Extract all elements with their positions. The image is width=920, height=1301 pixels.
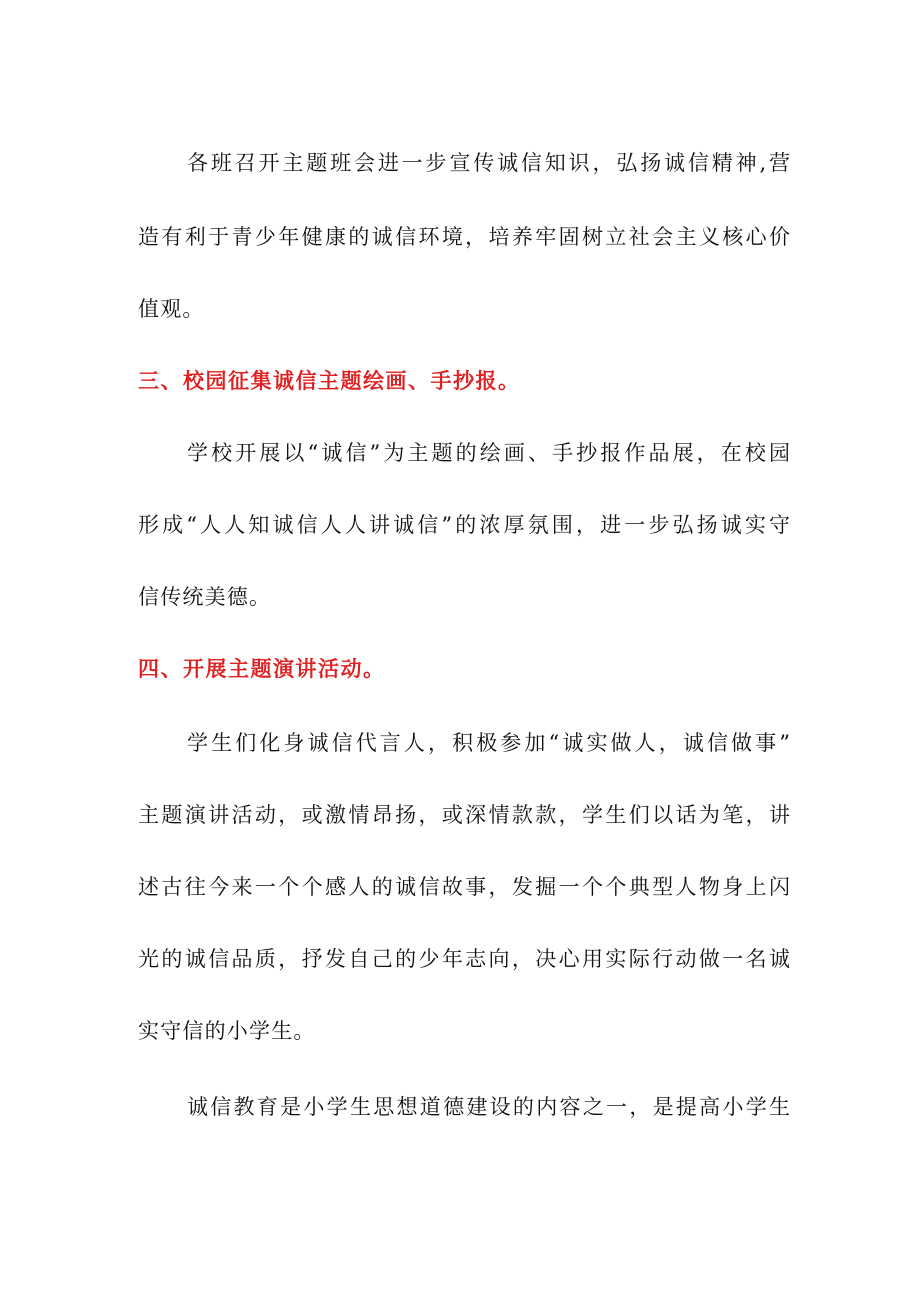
paragraph-2-line-2: 形成“人人知诚信人人讲诚信”的浓厚氛围，进一步弘扬诚实守 [138, 513, 790, 537]
paragraph-3-line-3: 述古往今来一个个感人的诚信故事，发掘一个个典型人物身上闪 [138, 875, 790, 899]
paragraph-3-line-2: 主题演讲活动，或激情昂扬，或深情款款，学生们以话为笔，讲 [138, 803, 790, 827]
section-heading-3: 三、校园征集诚信主题绘画、手抄报。 [138, 369, 521, 393]
paragraph-2-line-1: 学校开展以“诚信”为主题的绘画、手抄报作品展，在校园 [187, 441, 790, 465]
section-heading-4: 四、开展主题演讲活动。 [138, 657, 386, 681]
paragraph-4-line-1: 诚信教育是小学生思想道德建设的内容之一，是提高小学生 [187, 1095, 790, 1119]
paragraph-1-line-1: 各班召开主题班会进一步宣传诚信知识，弘扬诚信精神,营 [187, 151, 790, 175]
paragraph-3-line-1: 学生们化身诚信代言人，积极参加“诚实做人，诚信做事” [187, 731, 790, 755]
paragraph-3-line-5: 实守信的小学生。 [138, 1019, 316, 1043]
paragraph-1-line-2: 造有利于青少年健康的诚信环境，培养牢固树立社会主义核心价 [138, 225, 790, 249]
paragraph-1-line-3: 值观。 [138, 297, 205, 321]
paragraph-2-line-3: 信传统美德。 [138, 585, 272, 609]
paragraph-3-line-4: 光的诚信品质，抒发自己的少年志向，决心用实际行动做一名诚 [138, 947, 790, 971]
